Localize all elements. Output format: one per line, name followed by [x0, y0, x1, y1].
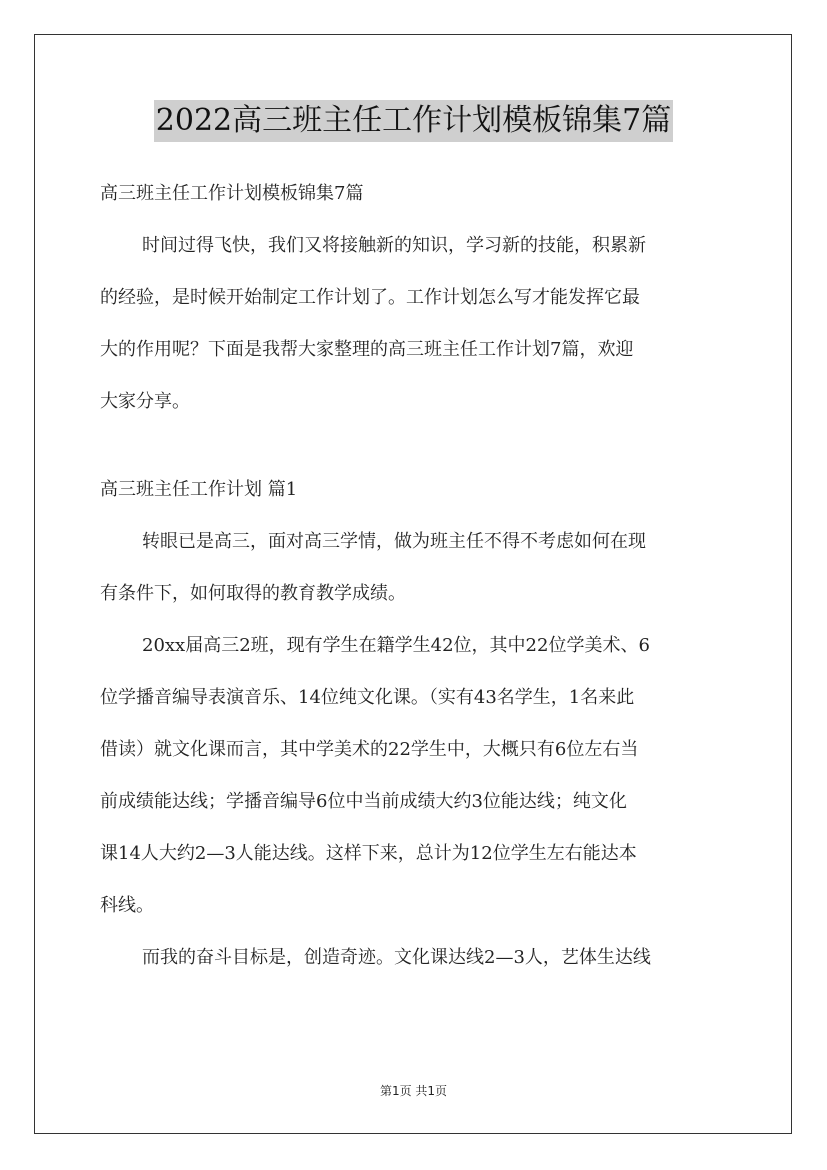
- section-heading: 高三班主任工作计划 篇1: [100, 479, 298, 500]
- paragraph-3: [100, 940, 730, 976]
- title-wrap: [0, 100, 827, 142]
- paragraph-line: 转眼已是高三，面对高三学情，做为班主任不得不考虑如何在现: [142, 531, 646, 552]
- intro-line: 大的作用呢？下面是我帮大家整理的高三班主任工作计划7篇，欢迎: [100, 339, 634, 360]
- paragraph-line: 科线。: [100, 895, 154, 916]
- paragraph-line: 20xx届高三2班，现有学生在籍学生42位，其中22位学美术、6: [142, 635, 650, 656]
- paragraph-line: 而我的奋斗目标是，创造奇迹。文化课达线2—3人，艺体生达线: [142, 947, 651, 968]
- paragraph-line: 前成绩能达线；学播音编导6位中当前成绩大约3位能达线；纯文化: [100, 791, 627, 812]
- document-body: [100, 176, 730, 976]
- intro-line: 大家分享。: [100, 391, 190, 412]
- paragraph-line: 借读）就文化课而言，其中学美术的22学生中，大概只有6位左右当: [100, 739, 639, 760]
- paragraph-1: [100, 524, 730, 612]
- paragraph-line: 课14人大约2—3人能达线。这样下来，总计为12位学生左右能达本: [100, 843, 637, 864]
- document-title: 2022高三班主任工作计划模板锦集7篇: [154, 100, 673, 142]
- intro-line: 的经验，是时候开始制定工作计划了。工作计划怎么写才能发挥它最: [100, 287, 640, 308]
- intro-line: 时间过得飞快，我们又将接触新的知识，学习新的技能，积累新: [142, 235, 646, 256]
- subtitle: 高三班主任工作计划模板锦集7篇: [100, 183, 364, 204]
- page-footer: 第1页 共1页: [379, 1084, 448, 1098]
- intro-paragraph: [100, 228, 730, 420]
- paragraph-line: 位学播音编导表演音乐、14位纯文化课。（实有43名学生，1名来此: [100, 687, 635, 708]
- paragraph-2: [100, 628, 730, 924]
- paragraph-line: 有条件下，如何取得的教育教学成绩。: [100, 583, 406, 604]
